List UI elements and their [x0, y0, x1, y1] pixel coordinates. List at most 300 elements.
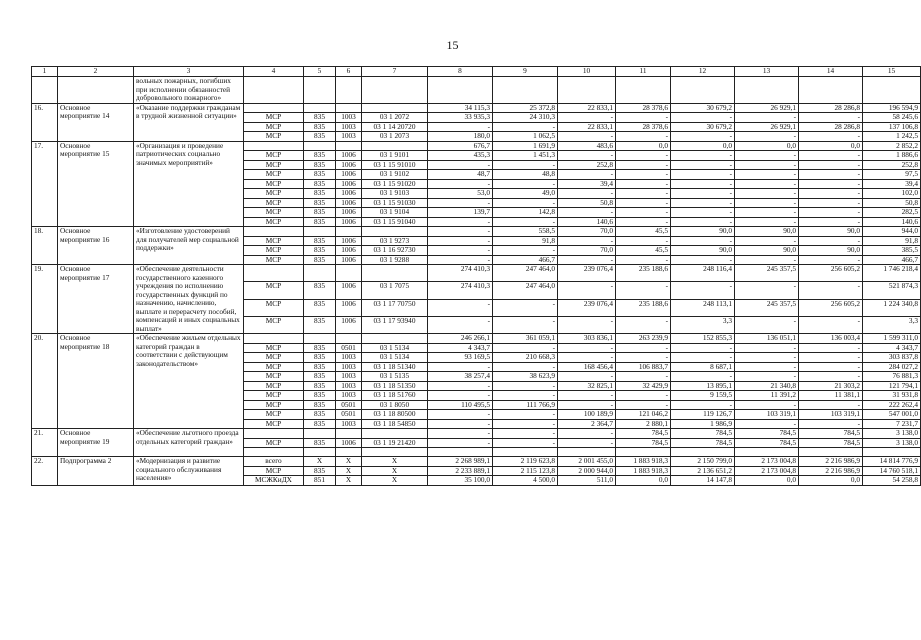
target-article-cell: 03 1 15 91040	[362, 217, 428, 227]
column-header: 13	[735, 67, 799, 77]
value-cell: -	[428, 438, 493, 448]
value-cell: 26 929,1	[735, 103, 799, 113]
value-cell: 9 159,5	[671, 391, 735, 401]
value-cell: -	[799, 343, 863, 353]
value-cell: -	[616, 255, 671, 265]
executor-cell: МСР	[244, 198, 304, 208]
executor-cell: МСР	[244, 132, 304, 142]
value-cell: -	[493, 438, 558, 448]
executor-cell: МСР	[244, 217, 304, 227]
executor-cell: МСР	[244, 189, 304, 199]
value-cell: -	[493, 362, 558, 372]
section-code-cell: 1006	[336, 316, 362, 333]
executor-cell: МСР	[244, 419, 304, 429]
value-cell: 784,5	[616, 429, 671, 439]
target-article-cell: 03 1 5135	[362, 372, 428, 382]
value-cell: 103 319,1	[799, 410, 863, 420]
value-cell: -	[671, 353, 735, 363]
value-cell: 21 340,8	[735, 381, 799, 391]
value-cell: -	[735, 362, 799, 372]
value-cell: 28 286,8	[799, 103, 863, 113]
value-cell: 1 451,3	[493, 151, 558, 161]
column-header: 8	[428, 67, 493, 77]
value-cell: -	[558, 353, 616, 363]
value-cell: 784,5	[735, 438, 799, 448]
value-cell: -	[799, 160, 863, 170]
target-article-cell: Х	[362, 476, 428, 486]
grbs-cell: 835	[304, 466, 336, 476]
value-cell: 14 760 518,1	[863, 466, 921, 476]
empty-cell	[493, 77, 558, 104]
value-cell: -	[799, 236, 863, 246]
value-cell: -	[616, 236, 671, 246]
value-cell: 22 833,1	[558, 103, 616, 113]
value-cell: -	[671, 179, 735, 189]
empty-cell	[336, 77, 362, 104]
empty-cell	[244, 77, 304, 104]
value-cell: 91,8	[863, 236, 921, 246]
target-article-cell: 03 1 5134	[362, 343, 428, 353]
name-cell: «Обеспечение жильем отдельных категорий граждан в соответствии с действующим законодательством»	[134, 334, 244, 429]
table-row	[32, 457, 921, 467]
value-cell: -	[671, 255, 735, 265]
target-article-cell: 03 1 14 20720	[362, 122, 428, 132]
kind-cell: Основное мероприятие 14	[58, 103, 134, 141]
value-cell: 3 138,0	[863, 429, 921, 439]
value-cell: 103 319,1	[735, 410, 799, 420]
value-cell: -	[671, 282, 735, 299]
target-article-cell: 03 1 15 91010	[362, 160, 428, 170]
value-cell: 466,7	[493, 255, 558, 265]
value-cell: -	[671, 236, 735, 246]
value-cell: -	[671, 343, 735, 353]
value-cell: -	[735, 372, 799, 382]
grbs-cell: Х	[304, 457, 336, 467]
value-cell: 32 429,9	[616, 381, 671, 391]
target-article-cell: 03 1 17 70750	[362, 299, 428, 316]
value-cell: 784,5	[735, 429, 799, 439]
value-cell: 239 076,4	[558, 265, 616, 282]
value-cell: -	[616, 189, 671, 199]
executor-cell: МСР	[244, 122, 304, 132]
section-code-cell: 1003	[336, 391, 362, 401]
value-cell: -	[493, 410, 558, 420]
target-article-cell: 03 1 7075	[362, 282, 428, 299]
grbs-cell: 835	[304, 391, 336, 401]
value-cell: 3,3	[671, 316, 735, 333]
value-cell: -	[428, 198, 493, 208]
value-cell: 676,7	[428, 141, 493, 151]
empty-cell	[558, 77, 616, 104]
executor-cell: МСР	[244, 160, 304, 170]
value-cell: -	[428, 236, 493, 246]
grbs-cell: 835	[304, 381, 336, 391]
value-cell: 48,7	[428, 170, 493, 180]
empty-cell	[304, 77, 336, 104]
grbs-cell: 835	[304, 343, 336, 353]
value-cell: 50,8	[863, 198, 921, 208]
value-cell: -	[735, 400, 799, 410]
target-article-cell: 03 1 5134	[362, 353, 428, 363]
value-cell: 48,8	[493, 170, 558, 180]
empty-cell	[362, 334, 428, 344]
target-article-cell: 03 1 17 93940	[362, 316, 428, 333]
grbs-cell: 835	[304, 122, 336, 132]
target-article-cell: 03 1 9273	[362, 236, 428, 246]
value-cell: 0,0	[616, 141, 671, 151]
table-row	[32, 77, 921, 104]
number-cell: 19.	[32, 265, 58, 334]
executor-cell: МСР	[244, 466, 304, 476]
number-cell	[32, 77, 58, 104]
value-cell: 196 594,9	[863, 103, 921, 113]
value-cell: 28 378,6	[616, 122, 671, 132]
target-article-cell: 03 1 18 80500	[362, 410, 428, 420]
value-cell: -	[799, 132, 863, 142]
target-article-cell: 03 1 2073	[362, 132, 428, 142]
value-cell: 1 883 918,3	[616, 466, 671, 476]
value-cell: 3,3	[863, 316, 921, 333]
value-cell: -	[428, 255, 493, 265]
section-code-cell: Х	[336, 476, 362, 486]
value-cell: -	[735, 170, 799, 180]
value-cell: 50,8	[558, 198, 616, 208]
column-header: 11	[616, 67, 671, 77]
target-article-cell: 03 1 2072	[362, 113, 428, 123]
column-header: 12	[671, 67, 735, 77]
value-cell: 34 115,3	[428, 103, 493, 113]
value-cell: 11 391,2	[735, 391, 799, 401]
value-cell: -	[799, 362, 863, 372]
value-cell: 137 106,8	[863, 122, 921, 132]
executor-cell: МСР	[244, 381, 304, 391]
value-cell: 110 495,5	[428, 400, 493, 410]
value-cell: 1 062,5	[493, 132, 558, 142]
value-cell: 121 794,1	[863, 381, 921, 391]
empty-cell	[362, 227, 428, 237]
value-cell: 142,8	[493, 208, 558, 218]
column-header: 7	[362, 67, 428, 77]
value-cell: -	[558, 189, 616, 199]
value-cell: 0,0	[799, 141, 863, 151]
value-cell: 121 046,2	[616, 410, 671, 420]
value-cell: 245 357,5	[735, 265, 799, 282]
value-cell: 1 242,5	[863, 132, 921, 142]
executor-cell: МСР	[244, 343, 304, 353]
section-code-cell: 1006	[336, 151, 362, 161]
value-cell: -	[493, 179, 558, 189]
value-cell: -	[735, 179, 799, 189]
value-cell: 558,5	[493, 227, 558, 237]
value-cell: -	[671, 132, 735, 142]
executor-cell: МСР	[244, 170, 304, 180]
value-cell: -	[799, 282, 863, 299]
grbs-cell: 835	[304, 179, 336, 189]
value-cell: -	[428, 160, 493, 170]
value-cell: 245 357,5	[735, 299, 799, 316]
value-cell: -	[671, 113, 735, 123]
value-cell: -	[558, 236, 616, 246]
number-cell: 16.	[32, 103, 58, 141]
value-cell: 274 410,3	[428, 265, 493, 282]
value-cell: -	[735, 189, 799, 199]
value-cell: -	[799, 255, 863, 265]
value-cell: 1 746 218,4	[863, 265, 921, 282]
target-article-cell: 03 1 19 21420	[362, 438, 428, 448]
section-code-cell: 1006	[336, 217, 362, 227]
value-cell: 100 189,9	[558, 410, 616, 420]
value-cell: 25 372,8	[493, 103, 558, 113]
number-cell: 20.	[32, 334, 58, 429]
column-header: 2	[58, 67, 134, 77]
section-code-cell: 0501	[336, 343, 362, 353]
target-article-cell: 03 1 8050	[362, 400, 428, 410]
value-cell: 784,5	[799, 429, 863, 439]
executor-cell: МСР	[244, 316, 304, 333]
value-cell: -	[493, 381, 558, 391]
value-cell: -	[735, 236, 799, 246]
value-cell: 39,4	[863, 179, 921, 189]
value-cell: 28 378,6	[616, 103, 671, 113]
value-cell: 2 000 944,0	[558, 466, 616, 476]
value-cell: 90,0	[799, 246, 863, 256]
grbs-cell: 835	[304, 198, 336, 208]
kind-cell: Основное мероприятие 18	[58, 334, 134, 429]
grbs-cell: 851	[304, 476, 336, 486]
name-cell: «Обеспечение деятельности государственного казенного учреждения по исполнению государственных функций по назначению, начислению, выплате и перерасчету пособий, компенсаций и иных социальных выплат»	[134, 265, 244, 334]
target-article-cell: 03 1 18 51760	[362, 391, 428, 401]
value-cell: 3 138,0	[863, 438, 921, 448]
value-cell: -	[558, 438, 616, 448]
value-cell: 210 668,3	[493, 353, 558, 363]
value-cell: -	[428, 227, 493, 237]
value-cell: -	[799, 189, 863, 199]
value-cell: -	[799, 217, 863, 227]
program-table	[31, 66, 921, 486]
value-cell: -	[799, 113, 863, 123]
grbs-cell: 835	[304, 400, 336, 410]
value-cell: 246 266,1	[428, 334, 493, 344]
column-header: 5	[304, 67, 336, 77]
grbs-cell: 835	[304, 170, 336, 180]
section-code-cell: 1006	[336, 438, 362, 448]
column-header: 9	[493, 67, 558, 77]
value-cell: -	[558, 316, 616, 333]
value-cell: 2 173 004,8	[735, 466, 799, 476]
executor-cell: МСР	[244, 299, 304, 316]
number-cell: 17.	[32, 141, 58, 227]
value-cell: -	[735, 282, 799, 299]
value-cell: -	[616, 151, 671, 161]
section-code-cell: 1006	[336, 179, 362, 189]
target-article-cell: 03 1 9102	[362, 170, 428, 180]
grbs-cell: 835	[304, 255, 336, 265]
target-article-cell: 03 1 18 51340	[362, 362, 428, 372]
value-cell: 35 100,0	[428, 476, 493, 486]
value-cell: -	[735, 343, 799, 353]
value-cell: 784,5	[671, 429, 735, 439]
empty-cell	[671, 77, 735, 104]
grbs-cell: 835	[304, 372, 336, 382]
value-cell: -	[616, 343, 671, 353]
executor-cell: всего	[244, 457, 304, 467]
target-article-cell: 03 1 18 51350	[362, 381, 428, 391]
section-code-cell: 0501	[336, 400, 362, 410]
section-code-cell: 1003	[336, 381, 362, 391]
value-cell: 90,0	[799, 227, 863, 237]
section-code-cell: 1003	[336, 372, 362, 382]
name-cell: «Модернизация и развитие социального обслуживания населения»	[134, 457, 244, 486]
column-header: 6	[336, 67, 362, 77]
value-cell: 2 136 651,2	[671, 466, 735, 476]
value-cell: -	[735, 132, 799, 142]
value-cell: 303 836,1	[558, 334, 616, 344]
value-cell: -	[671, 160, 735, 170]
value-cell: -	[493, 122, 558, 132]
value-cell: 91,8	[493, 236, 558, 246]
executor-cell: МСР	[244, 255, 304, 265]
value-cell: -	[671, 208, 735, 218]
value-cell: -	[428, 419, 493, 429]
value-cell: 385,5	[863, 246, 921, 256]
empty-cell	[799, 77, 863, 104]
value-cell: 14 814 776,9	[863, 457, 921, 467]
column-header: 3	[134, 67, 244, 77]
empty-cell	[863, 77, 921, 104]
value-cell: 4 343,7	[428, 343, 493, 353]
value-cell: -	[558, 132, 616, 142]
value-cell: -	[735, 160, 799, 170]
value-cell: -	[493, 299, 558, 316]
value-cell: -	[558, 113, 616, 123]
executor-cell: МСР	[244, 400, 304, 410]
value-cell: 235 188,6	[616, 299, 671, 316]
value-cell: -	[493, 198, 558, 208]
target-article-cell: 03 1 9101	[362, 151, 428, 161]
executor-cell: МСР	[244, 208, 304, 218]
value-cell: -	[428, 246, 493, 256]
value-cell: 235 188,6	[616, 265, 671, 282]
empty-cell	[362, 265, 428, 282]
value-cell: 90,0	[671, 246, 735, 256]
section-code-cell: 1003	[336, 132, 362, 142]
value-cell: 49,0	[493, 189, 558, 199]
value-cell: 1 986,9	[671, 419, 735, 429]
section-code-cell: 1003	[336, 362, 362, 372]
value-cell: -	[671, 189, 735, 199]
value-cell: 21 303,2	[799, 381, 863, 391]
value-cell: 361 059,1	[493, 334, 558, 344]
value-cell: -	[428, 381, 493, 391]
section-code-cell: 1006	[336, 299, 362, 316]
value-cell: -	[735, 353, 799, 363]
value-cell: -	[493, 316, 558, 333]
name-cell: вольных пожарных, погибших при исполнении обязанностей добровольного пожарного»	[134, 77, 244, 104]
value-cell: 90,0	[735, 227, 799, 237]
value-cell: 0,0	[735, 476, 799, 486]
value-cell: -	[428, 429, 493, 439]
value-cell: 76 881,3	[863, 372, 921, 382]
value-cell: 70,0	[558, 246, 616, 256]
executor-cell: МСР	[244, 391, 304, 401]
value-cell: 45,5	[616, 246, 671, 256]
value-cell: 168 456,4	[558, 362, 616, 372]
grbs-cell: 835	[304, 208, 336, 218]
value-cell: 54 258,8	[863, 476, 921, 486]
value-cell: 28 286,8	[799, 122, 863, 132]
value-cell: 248 113,1	[671, 299, 735, 316]
value-cell: 2 115 123,8	[493, 466, 558, 476]
value-cell: -	[616, 160, 671, 170]
value-cell: 1 883 918,3	[616, 457, 671, 467]
empty-cell	[336, 334, 362, 344]
empty-cell	[336, 429, 362, 439]
value-cell: -	[558, 255, 616, 265]
executor-cell: МСЖКиДХ	[244, 476, 304, 486]
value-cell: 466,7	[863, 255, 921, 265]
value-cell: -	[616, 372, 671, 382]
value-cell: -	[428, 217, 493, 227]
value-cell: -	[428, 179, 493, 189]
value-cell: -	[558, 282, 616, 299]
value-cell: 106 883,7	[616, 362, 671, 372]
empty-cell	[244, 227, 304, 237]
executor-cell: МСР	[244, 362, 304, 372]
value-cell: -	[735, 198, 799, 208]
value-cell: 39,4	[558, 179, 616, 189]
value-cell: -	[493, 343, 558, 353]
value-cell: -	[799, 372, 863, 382]
value-cell: 2 880,1	[616, 419, 671, 429]
table-row	[32, 334, 921, 344]
value-cell: 119 126,7	[671, 410, 735, 420]
value-cell: 239 076,4	[558, 299, 616, 316]
grbs-cell: 835	[304, 132, 336, 142]
value-cell: -	[558, 400, 616, 410]
value-cell: -	[735, 419, 799, 429]
table-row	[32, 429, 921, 439]
target-article-cell: 03 1 15 91030	[362, 198, 428, 208]
grbs-cell: 835	[304, 299, 336, 316]
value-cell: -	[735, 255, 799, 265]
value-cell: 1 886,6	[863, 151, 921, 161]
section-code-cell: 1003	[336, 353, 362, 363]
name-cell: «Обеспечение льготного проезда отдельных категорий граждан»	[134, 429, 244, 457]
value-cell: 247 464,0	[493, 282, 558, 299]
value-cell: 26 929,1	[735, 122, 799, 132]
grbs-cell: 835	[304, 353, 336, 363]
value-cell: 282,5	[863, 208, 921, 218]
value-cell: 152 855,3	[671, 334, 735, 344]
value-cell: 0,0	[616, 476, 671, 486]
value-cell: 2 852,2	[863, 141, 921, 151]
kind-cell: Основное мероприятие 16	[58, 227, 134, 265]
section-code-cell: 1006	[336, 198, 362, 208]
section-code-cell: 1003	[336, 419, 362, 429]
grbs-cell: 835	[304, 160, 336, 170]
grbs-cell: 835	[304, 189, 336, 199]
value-cell: 274 410,3	[428, 282, 493, 299]
value-cell: -	[671, 372, 735, 382]
value-cell: 38 623,9	[493, 372, 558, 382]
target-article-cell: 03 1 9103	[362, 189, 428, 199]
target-article-cell: 03 1 9288	[362, 255, 428, 265]
value-cell: 30 679,2	[671, 122, 735, 132]
target-article-cell: Х	[362, 466, 428, 476]
value-cell: -	[616, 208, 671, 218]
section-code-cell: 1006	[336, 236, 362, 246]
value-cell: -	[616, 113, 671, 123]
